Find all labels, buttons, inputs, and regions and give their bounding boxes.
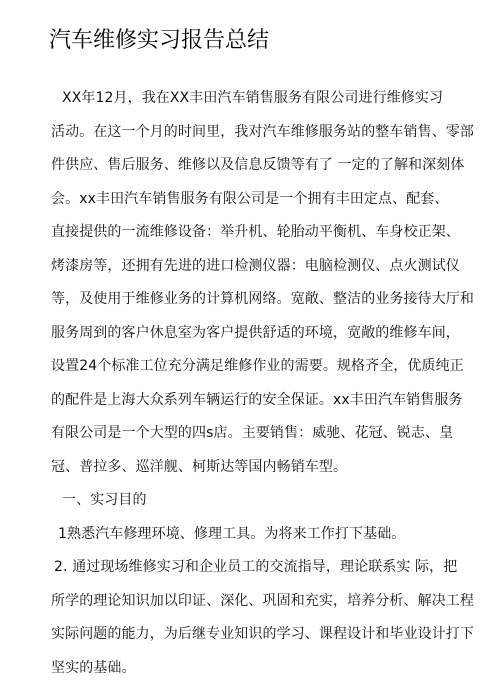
section-heading: 一、实习目的 (51, 484, 471, 518)
body-line: 实际问题的能力，为后继专业知识的学习、课程设计和毕业设计打下 (51, 618, 471, 652)
body-line: 会。xx丰田汽车销售服务有限公司是一个拥有丰田定点、配套、 (51, 183, 471, 217)
report-body (51, 82, 471, 685)
body-line: 烤漆房等，还拥有先进的进口检测仪器：电脑检测仪、点火测试仪 (51, 250, 471, 284)
body-line: 冠、普拉多、巡洋舰、柯斯达等国内畅销车型。 (51, 451, 471, 485)
body-line: 坚实的基础。 (51, 652, 471, 685)
body-line: 件供应、售后服务、维修以及信息反馈等有了 一定的了解和深刻体 (51, 149, 471, 183)
body-line: 的配件是上海大众系列车辆运行的安全保证。xx丰田汽车销售服务 (51, 384, 471, 418)
document-title: 汽车维修实习报告总结 (49, 24, 269, 58)
body-line: XX年12月，我在XX丰田汽车销售服务有限公司进行维修实习 (51, 82, 471, 116)
body-line: 等，及使用于维修业务的计算机网络。宽敞、整洁的业务接待大厅和 (51, 283, 471, 317)
body-line: 有限公司是一个大型的四s店。主要销售：威驰、花冠、锐志、皇 (51, 417, 471, 451)
body-line: 直接提供的一流维修设备：举升机、轮胎动平衡机、车身校正架、 (51, 216, 471, 250)
body-line: 活动。在这一个月的时间里，我对汽车维修服务站的整车销售、零部 (51, 116, 471, 150)
body-line: 1熟悉汽车修理环境、修理工具。为将来工作打下基础。 (51, 518, 471, 552)
body-line: 所学的理论知识加以印证、深化、巩固和充实，培养分析、解决工程 (51, 585, 471, 619)
body-line: 2. 通过现场维修实习和企业员工的交流指导，理论联系实 际，把 (51, 551, 471, 585)
body-line: 服务周到的客户休息室为客户提供舒适的环境，宽敞的维修车间， (51, 317, 471, 351)
body-line: 设置24个标准工位充分满足维修作业的需要。规格齐全，优质纯正 (51, 350, 471, 384)
